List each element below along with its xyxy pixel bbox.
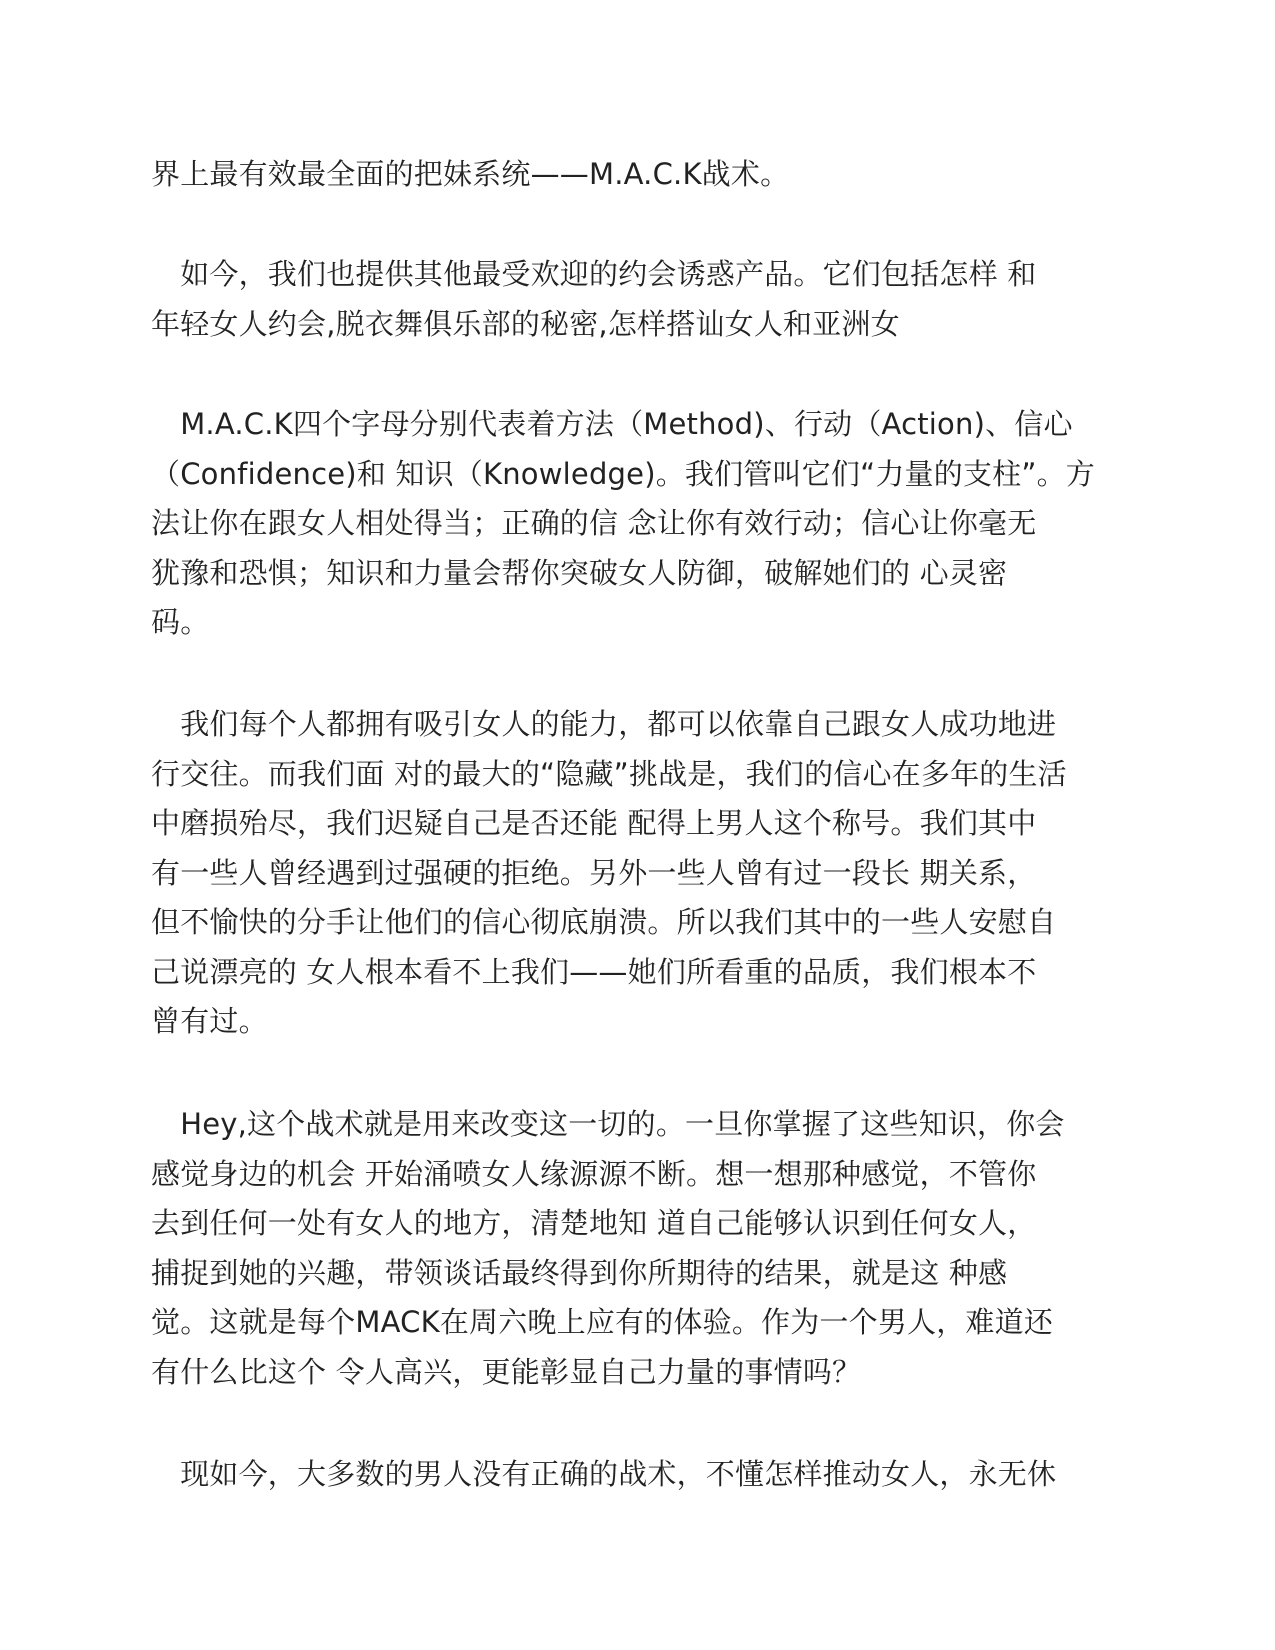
- text-line: 犹豫和恐惧；知识和力量会帮你突破女人防御，破解她们的 心灵密: [151, 555, 1008, 590]
- text-line: 去到任何一处有女人的地方，清楚地知 道自己能够认识到任何女人，: [151, 1206, 1037, 1240]
- paragraph-2: [151, 250, 1131, 349]
- paragraph-4: [151, 700, 1131, 1047]
- text-line: 有一些人曾经遇到过强硬的拒绝。另外一些人曾有过一段长 期关系，: [151, 855, 1037, 890]
- text-line: 行交往。而我们面 对的最大的“隐藏”挑战是，我们的信心在多年的生活: [151, 756, 1067, 791]
- text-line: 界上最有效最全面的把妹系统——M.A.C.K战术。: [151, 157, 790, 191]
- text-line: 现如今，大多数的男人没有正确的战术，不懂怎样推动女人，永无休: [151, 1457, 1057, 1491]
- text-line: 如今，我们也提供其他最受欢迎的约会诱惑产品。它们包括怎样 和: [151, 257, 1037, 291]
- text-line: 码。: [151, 605, 210, 639]
- text-line: 觉。这就是每个MACK在周六晚上应有的体验。作为一个男人，难道还: [151, 1305, 1054, 1339]
- text-line: Hey,这个战术就是用来改变这一切的。一旦你掌握了这些知识，你会: [151, 1107, 1065, 1141]
- paragraph-1: [151, 150, 1131, 200]
- text-line: （Confidence)和 知识（Knowledge)。我们管叫它们“力量的支柱”。方: [151, 456, 1095, 491]
- paragraph-5: [151, 1100, 1131, 1397]
- text-line: 法让你在跟女人相处得当；正确的信 念让你有效行动；信心让你毫无: [151, 506, 1037, 540]
- text-line: 中磨损殆尽，我们迟疑自己是否还能 配得上男人这个称号。我们其中: [151, 806, 1037, 840]
- text-line: 感觉身边的机会 开始涌喷女人缘源源不断。想一想那种感觉，不管你: [151, 1156, 1037, 1191]
- text-line: 但不愉快的分手让他们的信心彻底崩溃。所以我们其中的一些人安慰自: [151, 905, 1057, 939]
- text-line: 曾有过。: [151, 1004, 268, 1038]
- text-line: M.A.C.K四个字母分别代表着方法（Method)、行动（Action)、信心: [151, 407, 1073, 441]
- text-line: 年轻女人约会,脱衣舞俱乐部的秘密,怎样搭讪女人和亚洲女: [151, 306, 900, 341]
- text-line: 己说漂亮的 女人根本看不上我们——她们所看重的品质，我们根本不: [151, 954, 1037, 989]
- text-line: 有什么比这个 令人高兴，更能彰显自己力量的事情吗？: [151, 1354, 862, 1389]
- text-line: 我们每个人都拥有吸引女人的能力，都可以依靠自己跟女人成功地进: [151, 707, 1057, 741]
- paragraph-3: [151, 400, 1131, 648]
- paragraph-6: [151, 1450, 1131, 1500]
- text-line: 捕捉到她的兴趣，带领谈话最终得到你所期待的结果，就是这 种感: [151, 1255, 1008, 1290]
